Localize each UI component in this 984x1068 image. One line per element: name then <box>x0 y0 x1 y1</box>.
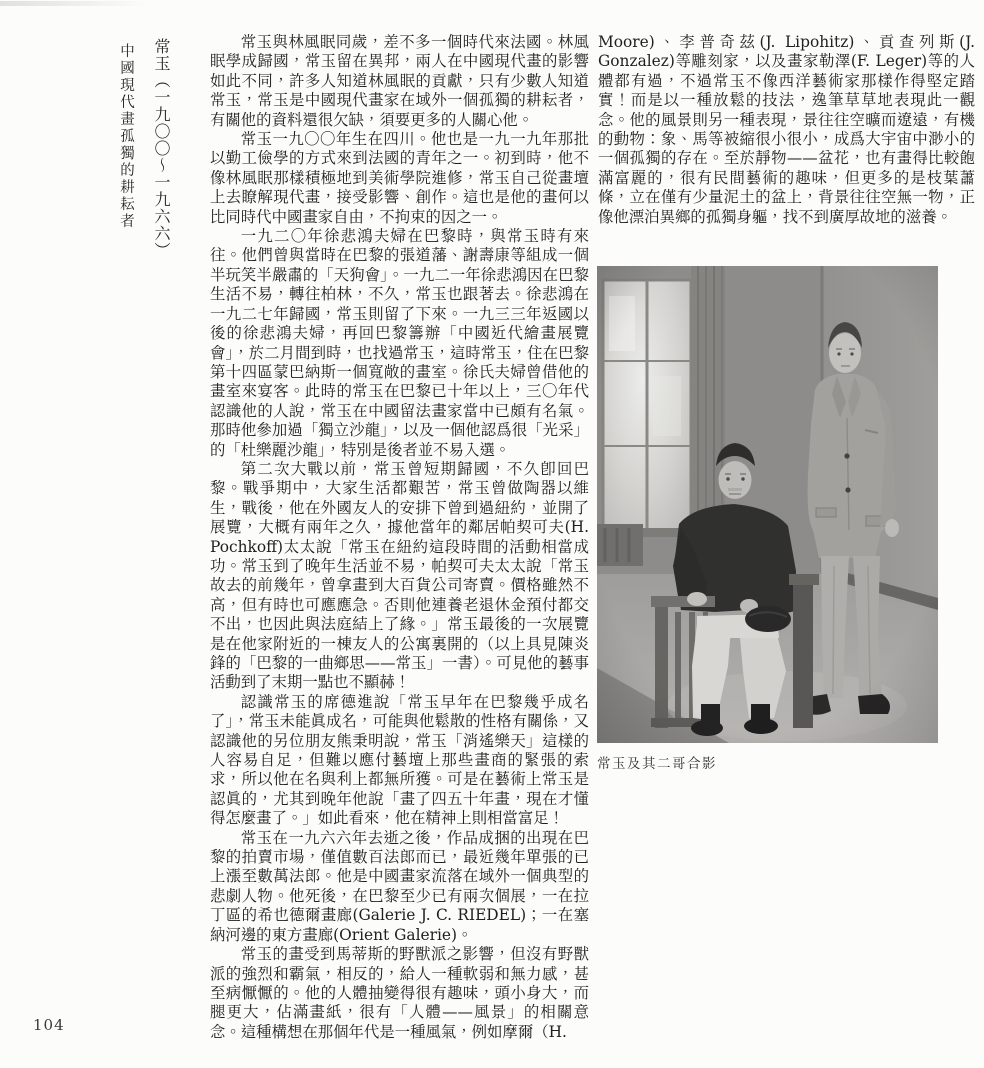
page-number: 104 <box>33 1016 65 1034</box>
paragraph: 常玉在一九六六年去逝之後，作品成捆的出現在巴黎的拍賣市場，僅值數百法郎而已，最近幾年單張的已上漲至數萬法郎。他是中國畫家流落在域外一個典型的悲劇人物。他死後，在巴黎至少已有兩次個展，一在拉丁區的希也德爾畫廊(Galerie J. C. RIEDEL)；一在塞納河邊的東方畫廊(Orient Galerie)。 <box>210 828 589 944</box>
article-main-column <box>210 33 589 1042</box>
paragraph: 第二次大戰以前，常玉曾短期歸國，不久卽回巴黎。戰爭期中，大家生活都艱苦，常玉曾做陶器以維生，戰後，他在外國友人的安排下曾到過紐約，並開了展覽，大概有兩年之久，據他當年的鄰居帕契可夫(H. Pochkoff)太太說「常玉在紐約這段時間的活動相當成功。常玉到了晚年生活並不易，帕契可夫太太說「常玉故去的前幾年，曾拿畫到大百貨公司寄賣。價格雖然不高，但有時也可應應急。否則他連養老退休金預付都交不出，也因此與法庭結上了緣。」常玉最後的一次展覽是在他家附近的一棟友人的公寓裏開的（以上具見陳炎鋒的「巴黎的一曲鄉思——常玉」一書）。可見他的藝事活動到了末期一點也不顯赫！ <box>210 459 589 692</box>
paragraph: 常玉與林風眠同歲，差不多一個時代來法國。林風眠學成歸國，常玉留在異邦，兩人在中國現代畫的影響如此不同，許多人知道林風眠的貢獻，只有少數人知道常玉，常玉是中國現代畫家在域外一個孤獨的耕耘者，有關他的資料還很欠缺，須要更多的人關心他。 <box>210 33 589 129</box>
paragraph: 一九二〇年徐悲鴻夫婦在巴黎時，與常玉時有來往。他們曾與當時在巴黎的張道藩、謝壽康等組成一個半玩笑半嚴肅的「天狗會」。一九二一年徐悲鴻因在巴黎生活不易，轉往柏林，不久，常玉也跟著去。徐悲鴻在一九二七年歸國，常玉則留了下來。一九三三年返國以後的徐悲鴻夫婦，再回巴黎籌辦「中國近代繪畫展覽會」，於二月間到時，也找過常玉，這時常玉，住在巴黎第十四區蒙巴納斯一個寬敞的畫室。徐氏夫婦曾借他的畫室來宴客。此時的常玉在巴黎已十年以上，三〇年代認識他的人說，常玉在中國留法畫家當中已頗有名氣。那時他參加過「獨立沙龍」，以及一個他認爲很「光采」的「杜樂麗沙龍」，特別是後者並不易入選。 <box>210 227 589 459</box>
photo-two-brothers <box>597 266 938 743</box>
paragraph: 常玉的畫受到馬蒂斯的野獸派之影響，但沒有野獸派的強烈和霸氣，相反的，給人一種軟弱和無力感，甚至病懨懨的。他的人體抽變得很有趣味，頭小身大，而腿更大，佔滿畫紙，很有「人體——風景」的相關意念。這種構想在那個年代是一種風氣，例如摩爾（H. <box>210 945 589 1041</box>
paragraph: 常玉一九〇〇年生在四川。他也是一九一九年那批以勤工儉學的方式來到法國的青年之一。初到時，他不像林風眠那樣積極地到美術學院進修，常玉自己從畫壇上去瞭解現代畫，接受影響、創作。這也是他的畫何以比同時代中國畫家自由，不拘束的因之一。 <box>210 130 589 226</box>
photo-figure <box>597 266 938 772</box>
paragraph: 認識常玉的席德進說「常玉早年在巴黎幾乎成名了」，常玉未能眞成名，可能與他鬆散的性格有關係，又認識他的另位朋友熊秉明說，常玉「消遙樂天」這樣的人容易自足，但難以應付藝壇上那些畫商的緊張的索求，所以他在名與利上都無所獲。可是在藝術上常玉是認眞的，尤其到晚年他說「畫了四五十年畫，現在才懂得怎麼畫了。」如此看來，他在精神上則相當富足！ <box>210 692 589 828</box>
photo-caption: 常玉及其二哥合影 <box>597 756 717 772</box>
article-right-column <box>598 33 975 227</box>
continuation-paragraph: Moore)、李普奇茲(J. Lipohitz)、貢查列斯(J. Gonzalez)等雕刻家，以及畫家勒澤(F. Leger)等的人體都有過，不過常玉不像西洋藝術家那樣作得堅定踏實！而是以一種放鬆的技法，逸筆草草地表現此一觀念。他的風景則另一種表現，景往往空曠而遼遠，有機的動物：象、馬等被縮很小很小，成爲大宇宙中渺小的一個孤獨的存在。至於靜物——盆花，也有畫得比較飽滿富麗的，很有民間藝術的趣味，但更多的是枝葉蕭條，立在僅有少量泥土的盆上，背景往往空無一物，正像他漂泊異鄉的孤獨身軀，找不到廣厚故地的滋養。 <box>598 33 975 226</box>
scan-artifact <box>0 1 150 6</box>
side-title-subtitle: 中國現代畫孤獨的耕耘者 <box>118 43 134 230</box>
side-title-name-years: 常玉（一九〇〇～一九六六） <box>152 38 171 259</box>
side-title <box>116 38 173 278</box>
